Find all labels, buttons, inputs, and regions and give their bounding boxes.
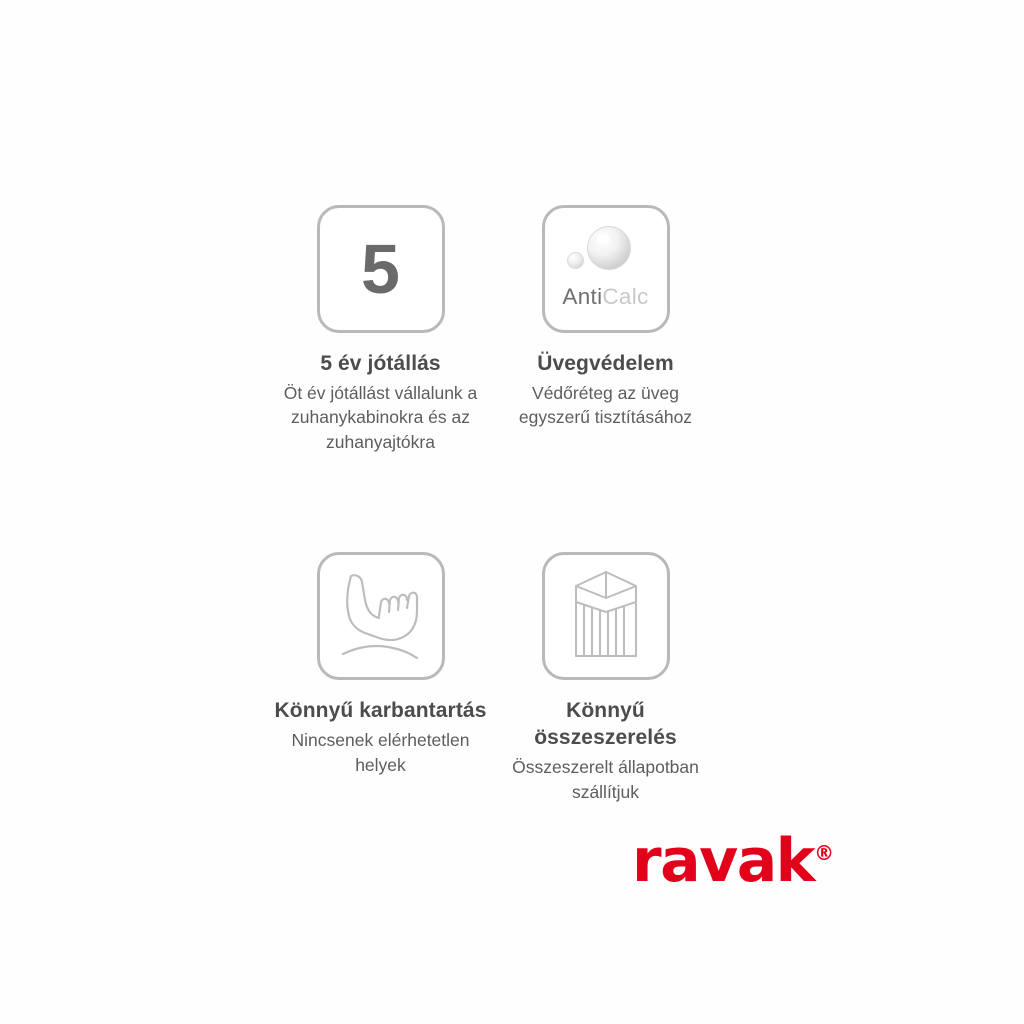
anticalc-calc-text: Calc [602, 284, 649, 309]
shower-enclosure-icon [546, 556, 666, 676]
feature-title: 5 év jótállás [320, 352, 441, 375]
feature-grid [268, 205, 768, 804]
anticalc-droplet-icon [545, 208, 667, 330]
brand-name: ravak [632, 826, 815, 896]
wiping-hand-icon [321, 556, 441, 676]
ravak-logo [632, 826, 834, 896]
feature-icon-box [542, 552, 670, 680]
feature-description: Összeszerelt állapotban szállítjuk [512, 757, 699, 802]
feature-row [268, 552, 768, 804]
feature-glass-protection [493, 205, 718, 430]
feature-row [268, 205, 768, 454]
feature-title: Üvegvédelem [537, 352, 674, 375]
feature-icon-box [542, 205, 670, 333]
feature-five-years-warranty [268, 205, 493, 454]
feature-description: Nincsenek elérhetetlen helyek [291, 730, 470, 775]
five-years-warranty-icon: 5 [361, 230, 400, 308]
registered-mark: ® [814, 841, 835, 865]
feature-icon-box [317, 205, 445, 333]
anticalc-anti-text: Anti [562, 284, 603, 309]
feature-title: Könnyű karbantartás [274, 699, 487, 723]
feature-icon-box [317, 552, 445, 680]
feature-description: Védőréteg az üveg egyszerű tisztításához [518, 382, 693, 428]
anticalc-wordmark [545, 284, 667, 310]
water-drop-small-icon [567, 252, 584, 269]
feature-easy-maintenance [268, 552, 493, 777]
feature-title: Könnyű összeszerelés [534, 699, 677, 750]
water-drop-large-icon [587, 226, 631, 270]
feature-description: Öt év jótállást vállalunk a zuhanykabinokra és az zuhanyajtókra [283, 382, 478, 452]
feature-easy-assembly [493, 552, 718, 804]
